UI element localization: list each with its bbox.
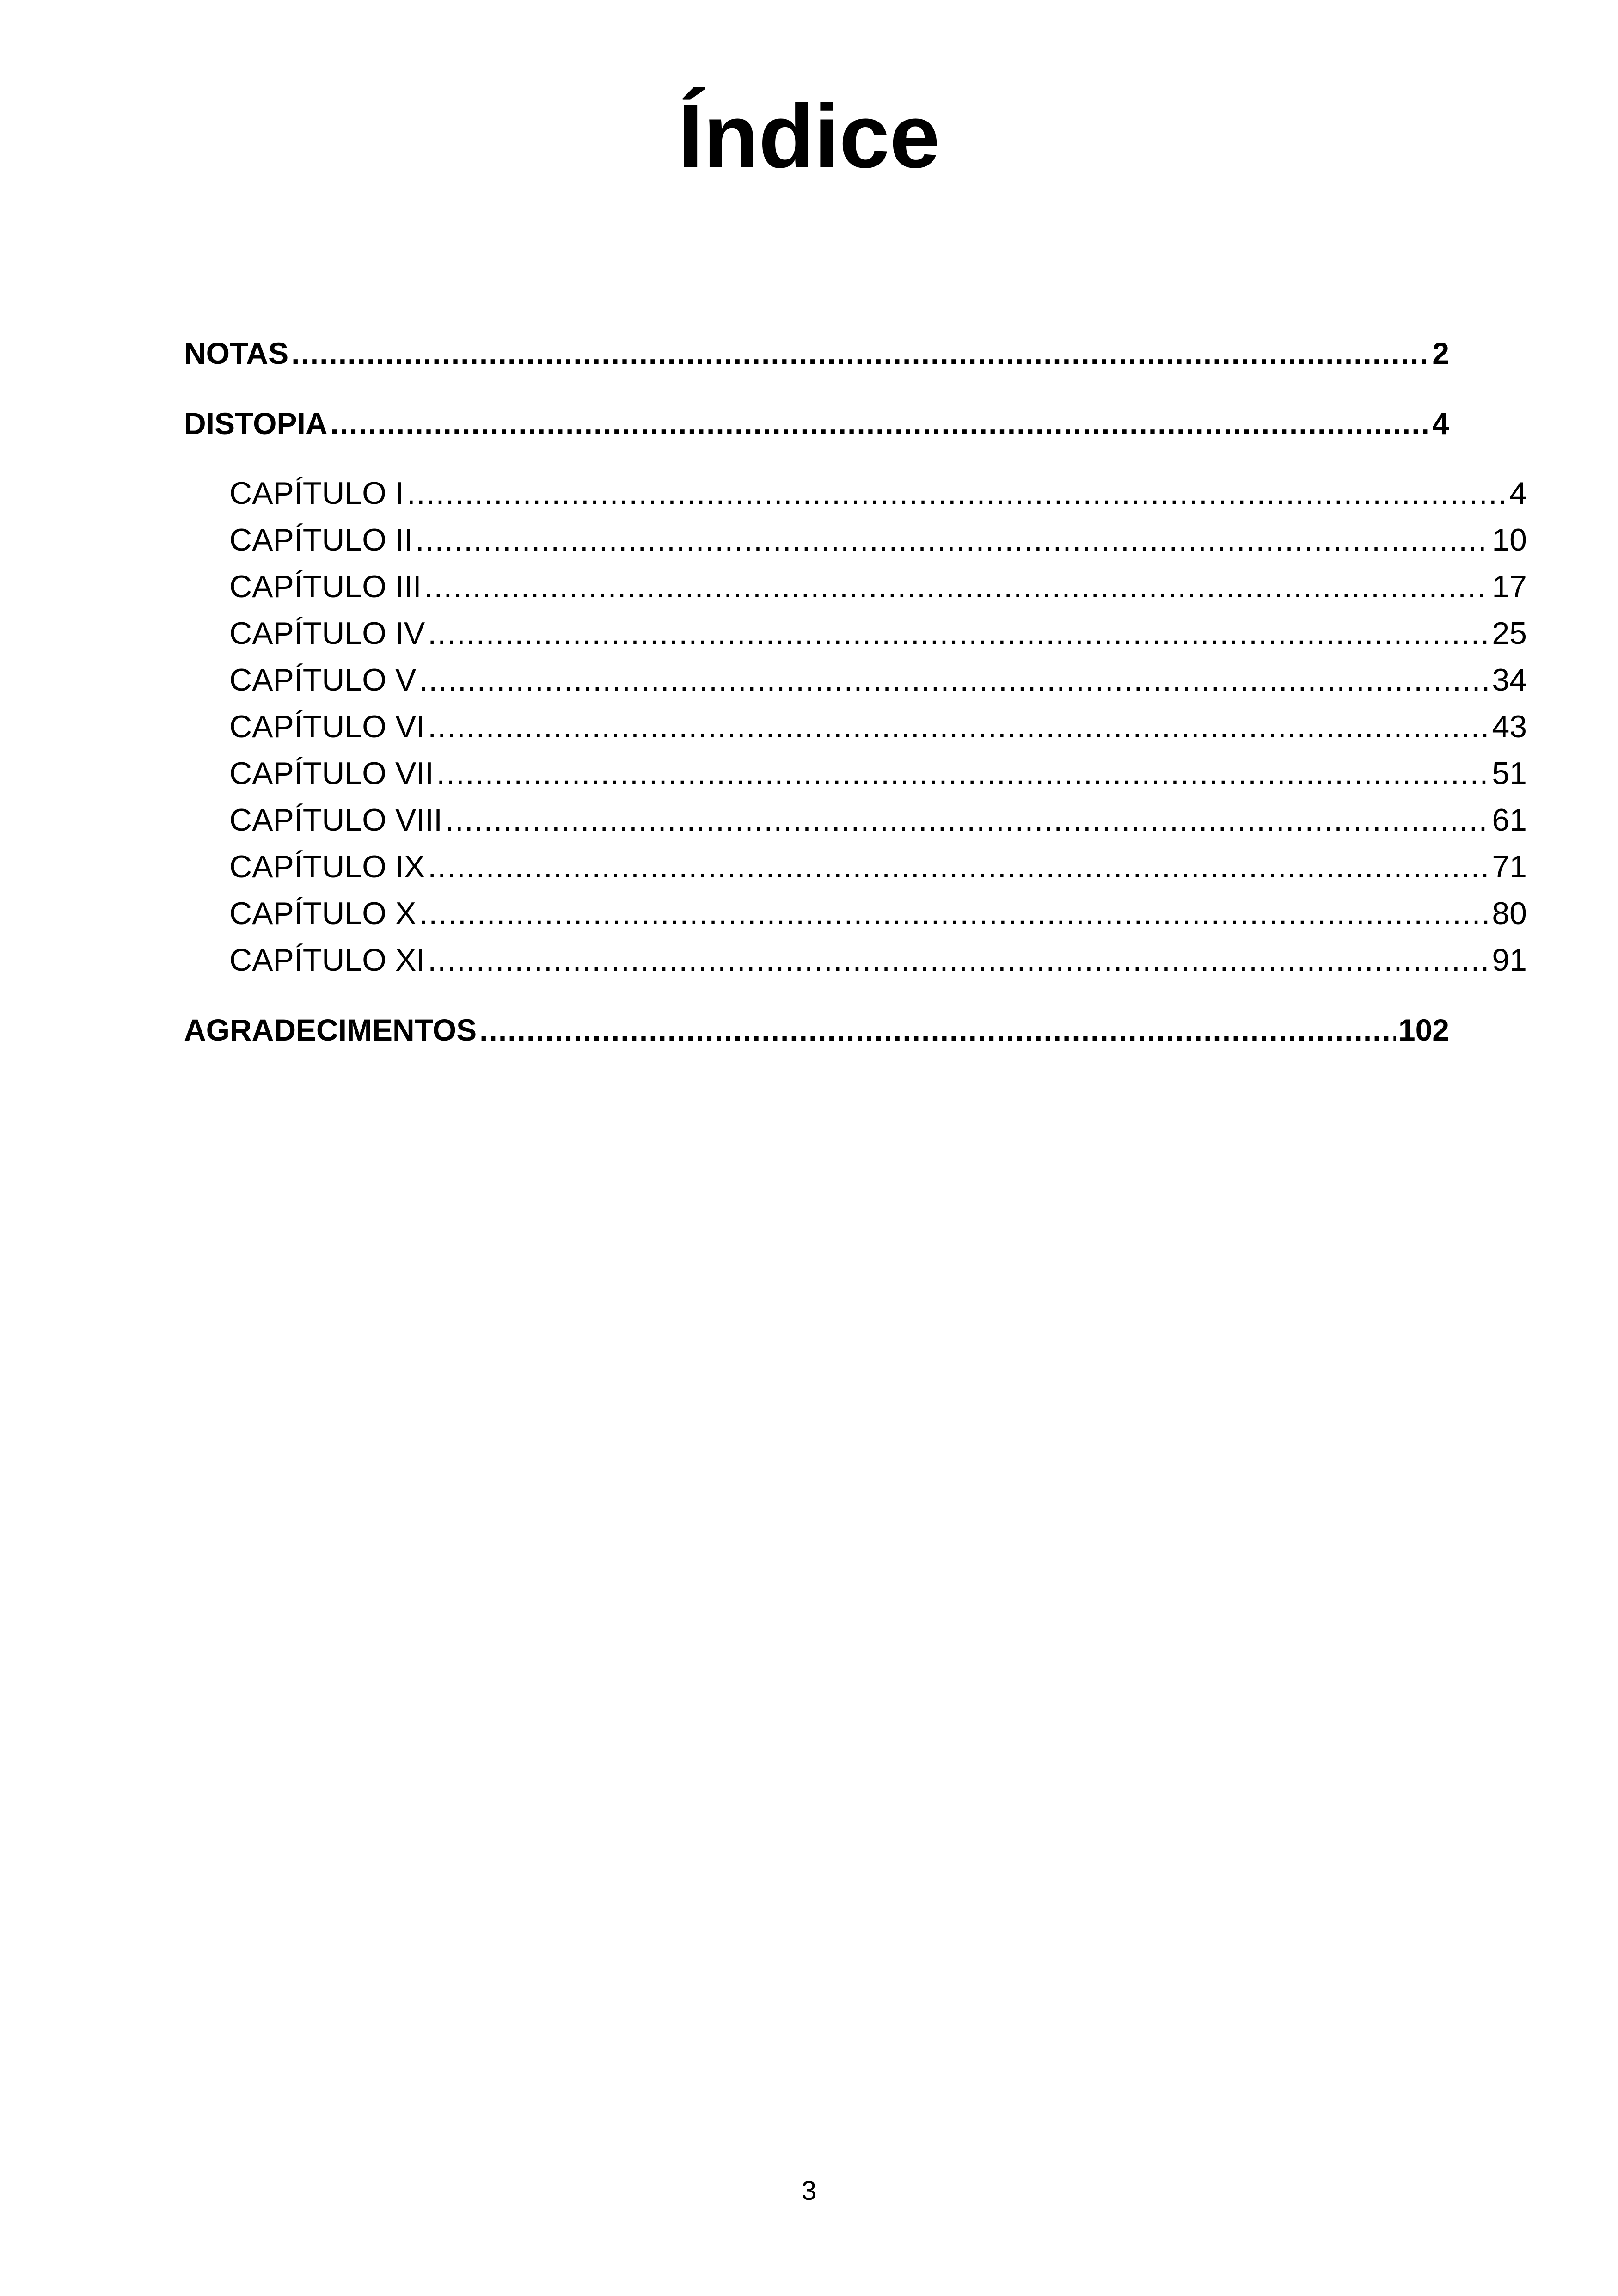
toc-entry-label: CAPÍTULO VI <box>229 709 425 744</box>
toc-entry-page: 80 <box>1492 896 1527 931</box>
toc-entry-label: CAPÍTULO III <box>229 569 422 604</box>
toc-entry-page: 61 <box>1492 802 1527 838</box>
toc-entry-page: 71 <box>1492 849 1527 884</box>
toc-entry-page: 34 <box>1492 662 1527 698</box>
dot-leader <box>445 797 1489 843</box>
toc-entry-chapter-9[interactable] <box>229 844 1527 890</box>
toc-entry-label: CAPÍTULO VII <box>229 756 434 791</box>
toc-entry-label: AGRADECIMENTOS <box>184 1013 477 1047</box>
toc-entry-label: CAPÍTULO XI <box>229 943 425 978</box>
toc-entry-chapter-10[interactable] <box>229 890 1527 937</box>
page-number: 3 <box>801 2176 817 2206</box>
toc-entry-label: CAPÍTULO IV <box>229 616 425 651</box>
toc-entry-notas[interactable] <box>184 330 1449 376</box>
toc-entry-chapter-8[interactable] <box>229 797 1527 843</box>
toc-entry-label: CAPÍTULO VIII <box>229 802 442 838</box>
toc-entry-chapter-1[interactable] <box>229 470 1527 516</box>
dot-leader <box>479 1007 1396 1053</box>
dot-leader <box>428 844 1489 890</box>
toc-entry-page: 25 <box>1492 616 1527 651</box>
toc-entry-chapter-5[interactable] <box>229 657 1527 703</box>
dot-leader <box>331 400 1430 447</box>
toc-entry-chapter-6[interactable] <box>229 704 1527 750</box>
dot-leader <box>424 563 1489 610</box>
toc-entry-chapter-2[interactable] <box>229 517 1527 563</box>
toc-entry-label: NOTAS <box>184 336 289 370</box>
toc-entry-page: 17 <box>1492 569 1527 604</box>
dot-leader <box>436 750 1489 796</box>
toc-entry-page: 2 <box>1432 336 1449 370</box>
toc-entry-chapter-4[interactable] <box>229 610 1527 656</box>
toc-entry-page: 4 <box>1432 406 1449 441</box>
dot-leader <box>428 704 1489 750</box>
toc-entry-label: CAPÍTULO IX <box>229 849 425 884</box>
dot-leader <box>416 517 1489 563</box>
toc-entry-chapter-11[interactable] <box>229 937 1527 983</box>
toc-entry-page: 4 <box>1509 476 1527 511</box>
page-title: Índice <box>678 86 940 187</box>
toc-entry-page: 43 <box>1492 709 1527 744</box>
dot-leader <box>419 890 1489 937</box>
dot-leader <box>291 330 1429 376</box>
dot-leader <box>419 657 1489 703</box>
toc-entry-label: CAPÍTULO V <box>229 662 417 698</box>
dot-leader <box>428 937 1489 983</box>
toc-entry-label: CAPÍTULO I <box>229 476 404 511</box>
toc-entry-page: 51 <box>1492 756 1527 791</box>
toc-entry-label: DISTOPIA <box>184 406 328 441</box>
toc-entry-agradecimentos[interactable] <box>184 1007 1449 1053</box>
toc-entry-chapter-7[interactable] <box>229 750 1527 796</box>
toc-entry-page: 10 <box>1492 522 1527 557</box>
toc-entry-distopia[interactable] <box>184 400 1449 447</box>
dot-leader <box>407 470 1507 516</box>
toc-entry-page: 102 <box>1398 1013 1449 1047</box>
toc-entry-page: 91 <box>1492 943 1527 978</box>
toc-entry-label: CAPÍTULO X <box>229 896 417 931</box>
toc-entry-label: CAPÍTULO II <box>229 522 413 557</box>
toc-entry-chapter-3[interactable] <box>229 563 1527 610</box>
dot-leader <box>428 610 1489 656</box>
